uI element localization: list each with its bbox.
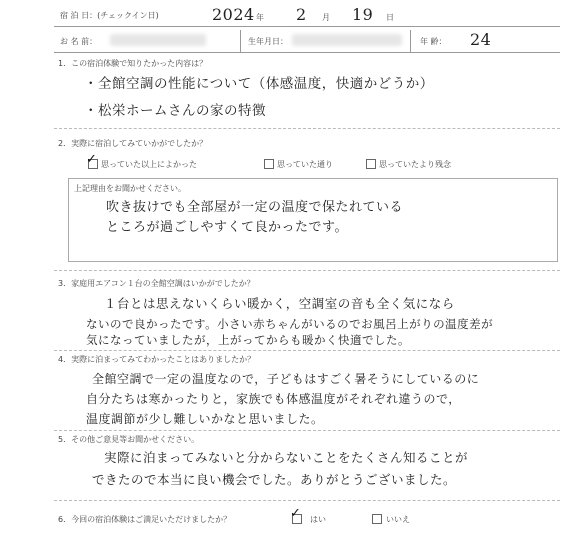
birth-redacted: [292, 34, 402, 46]
age-label: 年 齢：: [420, 37, 447, 46]
age-value: 24: [470, 30, 492, 49]
q2-reason-label: 上記理由をお聞かせください。: [74, 184, 186, 193]
q2-question: 2．実際に宿泊してみていかがでしたか？: [58, 139, 208, 148]
q2-option-2-checkbox[interactable]: [264, 159, 274, 169]
name-separator: [240, 30, 241, 52]
q6-yes-check: ✓: [290, 506, 301, 521]
q2-reason-line2: ところが過ごしやすくて良かったです。: [106, 220, 348, 235]
q3-question: 3．家庭用エアコン１台の全館空調はいかがでしたか？: [58, 279, 255, 288]
q2-option-3-label: 思っていたより残念: [379, 160, 451, 169]
birth-label: 生年月日：: [248, 37, 288, 46]
stay-month: 2: [296, 5, 307, 24]
q3-answer-line1: １台とは思えないくらい暖かく，空調室の音も全く気になら: [104, 296, 455, 311]
stay-date-label: 宿 泊 日：(チェックイン日): [60, 11, 159, 20]
q4-answer-line3: 温度調節が少し難しいかなと思いました。: [86, 412, 324, 426]
q2-option-1-check: ✓: [86, 152, 97, 167]
q5-divider: [54, 500, 560, 501]
name-label: お 名 前：: [60, 37, 98, 46]
q3-divider: [54, 350, 560, 351]
q1-question: 1．この宿泊体験で知りたかった内容は？: [58, 59, 208, 68]
q6-no-label: いいえ: [386, 515, 410, 524]
q5-question: 5．その他ご意見等お聞かせください。: [58, 435, 200, 444]
q6-no-checkbox[interactable]: [372, 514, 382, 524]
stay-month-unit: 月: [322, 13, 330, 22]
stay-year: 2024: [212, 5, 255, 24]
q2-option-3-checkbox[interactable]: [366, 159, 376, 169]
stay-year-unit: 年: [256, 13, 264, 22]
q2-divider: [54, 270, 560, 271]
q6-yes-label: はい: [310, 515, 326, 524]
q1-answer-line1: ・全館空調の性能について（体感温度，快適かどうか）: [84, 76, 434, 92]
name-redacted: [110, 34, 206, 46]
stay-day-unit: 日: [386, 13, 394, 22]
q1-divider: [54, 128, 560, 129]
q1-answer-line2: ・松栄ホームさんの家の特徴: [84, 103, 266, 119]
q2-reason-line1: 吹き抜けでも全部屋が一定の温度で保たれている: [106, 200, 404, 215]
q4-question: 4．実際に泊まってみてわかったことはありましたか？: [58, 355, 256, 364]
q5-answer-line1: 実際に泊まってみないと分からないことをたくさん知ることが: [104, 450, 469, 465]
stay-day: 19: [352, 5, 374, 24]
q5-answer-line2: できたので本当に良い機会でした。ありがとうございました。: [92, 472, 457, 487]
q3-answer-line2: ないので良かったです。小さい赤ちゃんがいるのでお風呂上がりの温度差が: [86, 317, 494, 331]
q3-answer-line3: 気になっていましたが，上がってからも暖かく快適でした。: [86, 333, 410, 347]
q2-option-2-label: 思っていた通り: [277, 160, 333, 169]
q2-option-1-label: 思っていた以上によかった: [101, 160, 197, 169]
q6-question: 6．今回の宿泊体験はご満足いただけましたか？: [58, 515, 232, 524]
q4-answer-line1: 全館空調で一定の温度なので，子どもはすごく暑そうにしているのに: [92, 372, 480, 386]
q4-divider: [54, 430, 560, 431]
birth-separator: [410, 30, 411, 52]
q4-answer-line2: 自分たちは寒かったりと，家族でも体感温度がそれぞれ違うので，: [86, 392, 461, 406]
